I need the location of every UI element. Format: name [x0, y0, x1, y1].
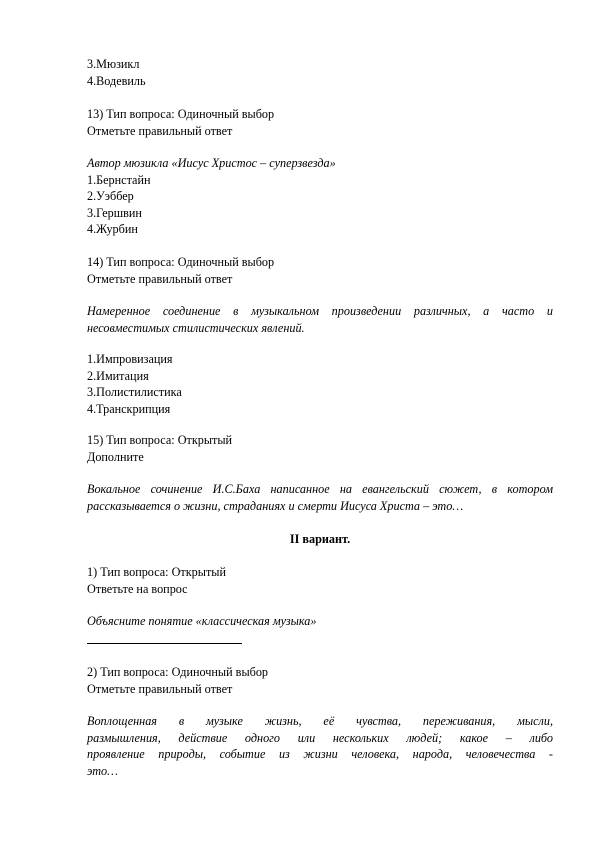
option-4: 4.Водевиль: [87, 73, 146, 88]
question-instruction: Дополните: [87, 449, 144, 464]
question-14-options: [87, 351, 553, 417]
question-instruction: Отметьте правильный ответ: [87, 271, 233, 286]
question-text-line-2: рассказывается о жизни, страданиях и смерти Иисуса Христа – это…: [87, 498, 464, 513]
option-4: 4.Журбин: [87, 222, 138, 236]
question-text-line-1: Вокальное сочинение И.С.Баха написанное на евангельский сюжет, в котором: [87, 482, 553, 496]
question-instruction: Отметьте правильный ответ: [87, 123, 233, 138]
question-header: 15) Тип вопроса: Открытый: [87, 433, 233, 447]
variant2-question-2: [87, 664, 553, 697]
question-text-line-2: несовместимых стилистических явлений.: [87, 320, 305, 335]
variant2-question-1: [87, 564, 553, 597]
question-text-line-1: Воплощенная в музыке жизнь, её чувства, переживания, мысли,: [87, 714, 553, 728]
question-15-body: [87, 481, 553, 514]
question-text: Автор мюзикла «Иисус Христос – суперзвезда»: [87, 156, 336, 170]
q12-options-tail: [87, 56, 553, 89]
question-15: [87, 432, 553, 465]
variant2-question-2-body: [87, 713, 553, 779]
question-13-body: [87, 155, 553, 238]
question-13: [87, 106, 553, 139]
option-4: 4.Транскрипция: [87, 401, 171, 416]
variant-title: II вариант.: [289, 532, 351, 546]
question-instruction: Ответьте на вопрос: [87, 581, 188, 596]
question-14: [87, 254, 553, 287]
question-text-line-3: проявление природы, событие из жизни человека, народа, человечества -: [87, 747, 553, 761]
question-text: Объясните понятие «классическая музыка»: [87, 614, 317, 628]
question-text-line-4: это…: [87, 763, 118, 778]
option-1: 1.Бернстайн: [87, 172, 151, 187]
option-1: 1.Импровизация: [87, 352, 173, 366]
option-3: 3.Полистилистика: [87, 385, 182, 399]
question-header: 13) Тип вопроса: Одиночный выбор: [87, 107, 275, 121]
variant2-question-1-body: [87, 613, 553, 630]
option-2: 2.Имитация: [87, 368, 149, 383]
option-2: 2.Уэббер: [87, 189, 134, 203]
option-3: 3.Гершвин: [87, 205, 142, 220]
option-3: 3.Мюзикл: [87, 57, 140, 71]
question-text-line-1: Намеренное соединение в музыкальном произведении различных, а часто и: [87, 304, 553, 318]
question-14-body: [87, 303, 553, 336]
answer-line: [87, 643, 242, 644]
question-header: 1) Тип вопроса: Открытый: [87, 565, 226, 579]
question-header: 2) Тип вопроса: Одиночный выбор: [87, 665, 269, 679]
question-header: 14) Тип вопроса: Одиночный выбор: [87, 255, 275, 269]
question-instruction: Отметьте правильный ответ: [87, 681, 233, 696]
question-text-line-2: размышления, действие одного или нескольких людей; какое – либо: [87, 730, 553, 745]
